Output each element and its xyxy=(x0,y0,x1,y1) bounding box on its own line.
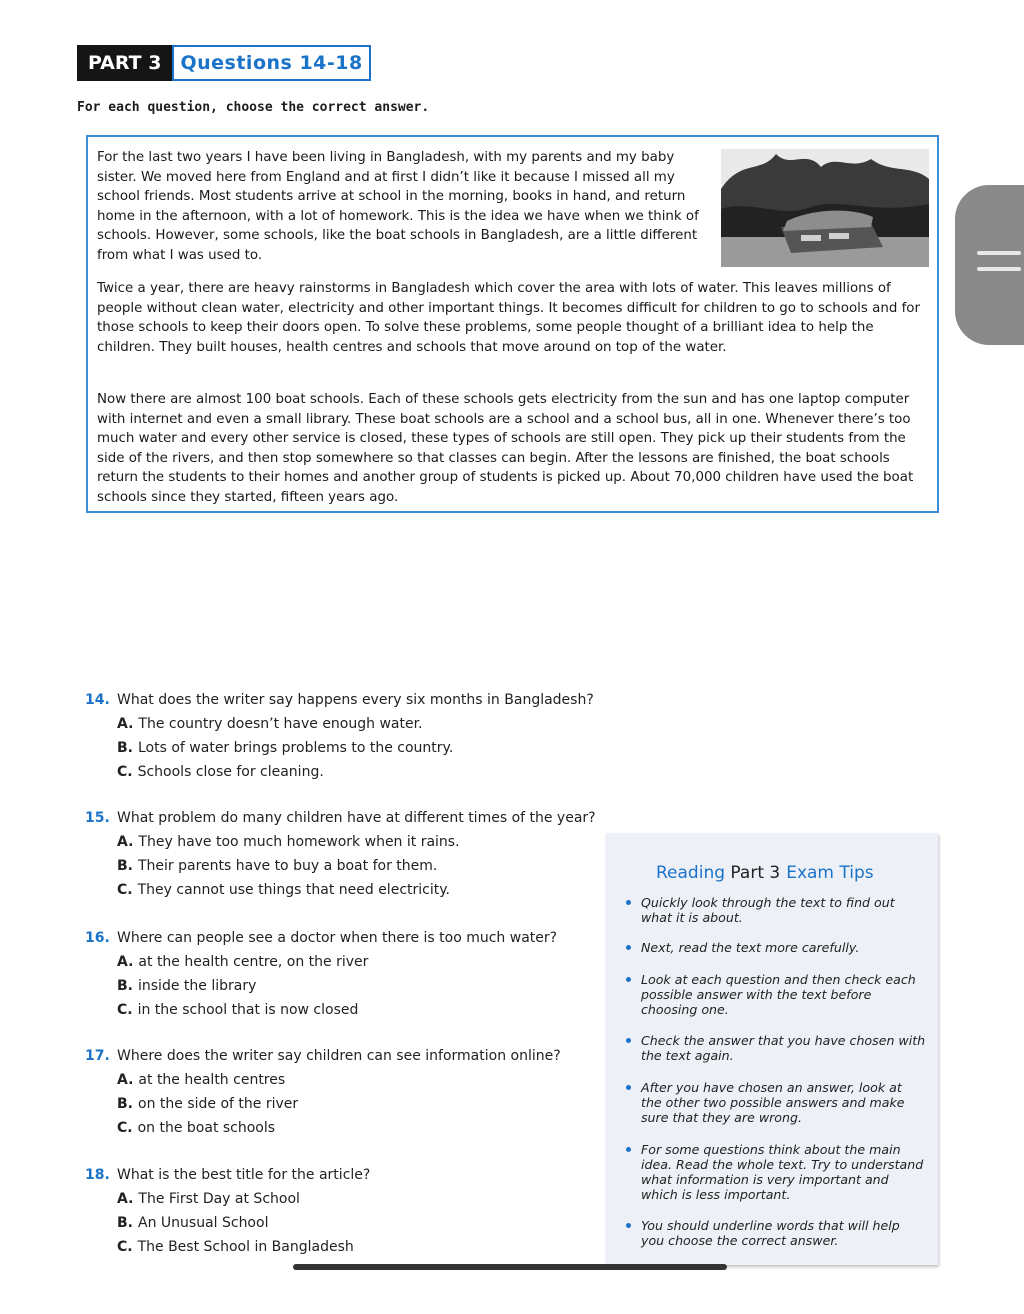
question-text: Where does the writer say children can see information online? xyxy=(117,1048,561,1064)
boat-school-photo xyxy=(721,149,929,267)
part-label: PART 3 xyxy=(77,45,172,81)
answer-option[interactable]: B. Lots of water brings problems to the country. xyxy=(117,740,454,756)
question-number: 17. xyxy=(85,1048,110,1064)
tip-item: Next, read the text more carefully. xyxy=(626,940,926,955)
question-number: 14. xyxy=(85,692,110,708)
answer-option[interactable]: C. The Best School in Bangladesh xyxy=(117,1239,354,1255)
instruction-text: For each question, choose the correct answer. xyxy=(77,100,430,115)
question-number: 16. xyxy=(85,930,110,946)
answer-option[interactable]: A. The country doesn’t have enough water. xyxy=(117,716,423,732)
handle-grip-line xyxy=(977,267,1021,271)
answer-option[interactable]: A. The First Day at School xyxy=(117,1191,300,1207)
tip-item: You should underline words that will help you choose the correct answer. xyxy=(626,1218,926,1248)
answer-option[interactable]: B. An Unusual School xyxy=(117,1215,269,1231)
answer-option[interactable]: B. on the side of the river xyxy=(117,1096,299,1112)
answer-option[interactable]: C. Schools close for cleaning. xyxy=(117,764,324,780)
question-14 xyxy=(85,688,594,784)
passage-paragraph-1: For the last two years I have been living in Bangladesh, with my parents and my baby sister. We moved here from England and at first I didn’t like it because I missed all my school friends. Most students arrive at school in the morning, books in hand, and return home in the afternoon, with a lot of homework. This is the idea we have when we think of schools. However, some schools, like the boat schools in Bangladesh, are a little different from what I was used to. xyxy=(97,150,699,263)
question-16 xyxy=(85,926,557,1022)
horizontal-scrollbar[interactable] xyxy=(293,1264,727,1270)
reading-passage xyxy=(86,135,939,513)
answer-option[interactable]: C. They cannot use things that need electricity. xyxy=(117,882,450,898)
exam-tips-title: Reading Part 3 Exam Tips xyxy=(656,863,874,883)
bullet-icon xyxy=(626,1038,631,1043)
question-text: Where can people see a doctor when there is too much water? xyxy=(117,930,558,946)
handle-grip-line xyxy=(977,251,1021,255)
exam-tips-box xyxy=(606,833,938,1265)
answer-option[interactable]: C. in the school that is now closed xyxy=(117,1002,359,1018)
answer-option[interactable]: B. Their parents have to buy a boat for them. xyxy=(117,858,438,874)
tip-item: Quickly look through the text to find out what it is about. xyxy=(626,895,926,925)
answer-option[interactable]: B. inside the library xyxy=(117,978,257,994)
question-text: What problem do many children have at different times of the year? xyxy=(117,810,596,826)
bullet-icon xyxy=(626,1223,631,1228)
passage-paragraph-2: Twice a year, there are heavy rainstorms in Bangladesh which cover the area with lots of water. This leaves millions of people without clean water, electricity and other important things. It becomes difficult for children to go to schools and for those schools to keep their doors open. To solve these problems, some people thought of a brilliant idea to help the children. They built houses, health centres and schools that move around on top of the water. xyxy=(97,281,920,355)
question-15 xyxy=(85,806,596,902)
part-header xyxy=(77,45,371,81)
tip-item: Look at each question and then check each possible answer with the text before choosing one. xyxy=(626,972,926,1017)
tip-item: For some questions think about the main idea. Read the whole text. Try to understand what information is very important and which is less important. xyxy=(626,1142,926,1202)
bullet-icon xyxy=(626,900,631,905)
passage-paragraph-3: Now there are almost 100 boat schools. Each of these schools gets electricity from the sun and has one laptop computer with internet and even a small library. These boat schools are a school and a school bus, all in one. Whenever there’s too much water and every other service is closed, these types of schools are still open. They pick up their students from the side of the rivers, and then stop somewhere so that classes can begin. After the lessons are finished, the boat schools return the students to their homes and another group of students is picked up. About 70,000 children have used the boat schools since they started, fifteen years ago. xyxy=(97,392,914,505)
answer-option[interactable]: A. at the health centre, on the river xyxy=(117,954,369,970)
question-text: What does the writer say happens every six months in Bangladesh? xyxy=(117,692,594,708)
bullet-icon xyxy=(626,945,631,950)
questions-range-label: Questions 14-18 xyxy=(172,45,370,81)
answer-option[interactable]: C. on the boat schools xyxy=(117,1120,276,1136)
bullet-icon xyxy=(626,1147,631,1152)
answer-option[interactable]: A. They have too much homework when it rains. xyxy=(117,834,460,850)
question-17 xyxy=(85,1044,561,1140)
question-18 xyxy=(85,1163,370,1259)
side-panel-handle[interactable] xyxy=(955,185,1024,345)
bullet-icon xyxy=(626,977,631,982)
question-text: What is the best title for the article? xyxy=(117,1167,371,1183)
question-number: 18. xyxy=(85,1167,110,1183)
answer-option[interactable]: A. at the health centres xyxy=(117,1072,286,1088)
tip-item: After you have chosen an answer, look at the other two possible answers and make sure that they are wrong. xyxy=(626,1080,926,1125)
bullet-icon xyxy=(626,1085,631,1090)
question-number: 15. xyxy=(85,810,110,826)
tip-item: Check the answer that you have chosen with the text again. xyxy=(626,1033,926,1063)
